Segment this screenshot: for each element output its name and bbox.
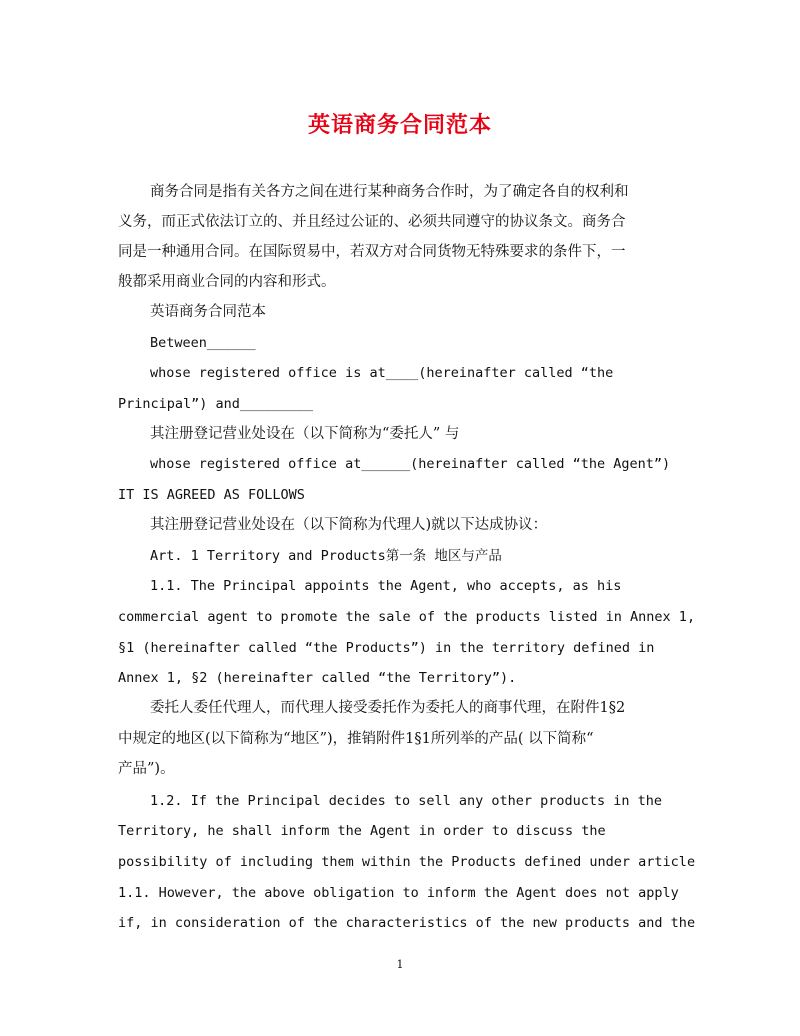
body-line: 般都采用商业合同的内容和形式。 (118, 274, 336, 290)
page-number: 1 (396, 958, 404, 971)
body-line: 1.1. However, the above obligation to inform the Agent does not apply (118, 885, 679, 901)
body-line: whose registered office at______(hereinafter called “the Agent”) (150, 456, 671, 472)
body-line: 1.2. If the Principal decides to sell any other products in the (150, 793, 663, 809)
body-line: 其注册登记营业处设在（以下简称为“委托人” 与 (150, 426, 460, 442)
body-line: 英语商务合同范本 (150, 304, 266, 320)
body-line: commercial agent to promote the sale of the products listed in Annex 1, (118, 609, 696, 625)
body-line: Annex 1, §2 (hereinafter called “the Territory”). (118, 670, 517, 686)
body-line: possibility of including them within the Products defined under article (118, 854, 696, 870)
body-line: 商务合同是指有关各方之间在进行某种商务合作时，为了确定各自的权利和 (150, 184, 629, 200)
body-line: if, in consideration of the characteristics of the new products and the (118, 915, 696, 931)
body-line: Territory, he shall inform the Agent in order to discuss the (118, 823, 606, 839)
body-line: Art. 1 Territory and Products第一条 地区与产品 (150, 548, 502, 564)
body-line: 委托人委任代理人，而代理人接受委托作为委托人的商事代理，在附件1§2 (150, 700, 626, 716)
body-line: Between______ (150, 335, 256, 351)
body-line: 其注册登记营业处设在（以下简称为代理人)就以下达成协议： (150, 517, 548, 533)
body-line: 同是一种通用合同。在国际贸易中，若双方对合同货物无特殊要求的条件下，一 (118, 244, 626, 260)
document-title: 英语商务合同范本 (307, 112, 492, 138)
body-line: 产品”)。 (118, 761, 175, 777)
body-line: 中规定的地区(以下简称为“地区”)，推销附件1§1所列举的产品( 以下简称“ (118, 731, 594, 747)
body-line: 1.1. The Principal appoints the Agent, who accepts, as his (150, 578, 622, 594)
body-line: 义务，而正式依法订立的、并且经过公证的、必须共同遵守的协议条文。商务合 (118, 214, 626, 230)
body-line: §1 (hereinafter called “the Products”) in the territory defined in (118, 640, 655, 656)
body-line: whose registered office is at____(hereinafter called “the (150, 365, 614, 381)
body-line: IT IS AGREED AS FOLLOWS (118, 487, 305, 503)
body-line: Principal”) and_________ (118, 396, 314, 412)
